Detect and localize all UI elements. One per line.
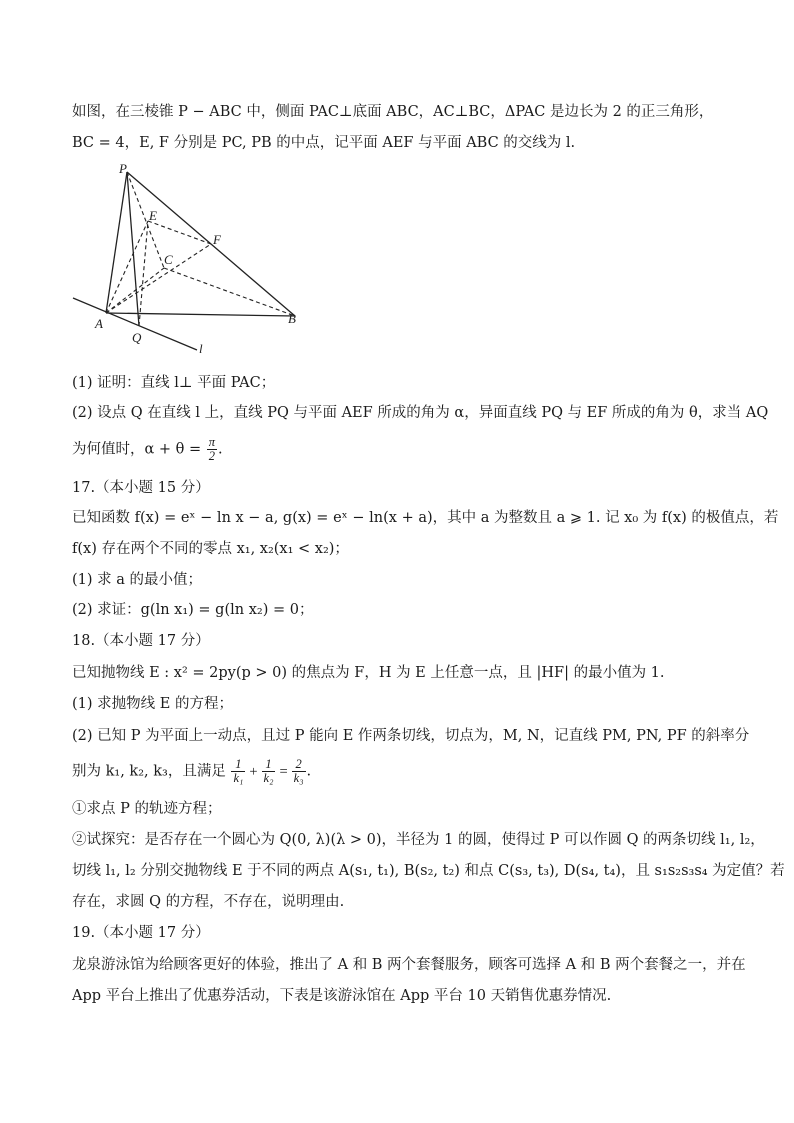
problem18-sub1: ①求点 P 的轨迹方程； [72, 801, 222, 817]
problem19-line2: App 平台上推出了优惠券活动，下表是该游泳馆在 App 平台 10 天销售优惠券情况. [72, 988, 612, 1004]
frac-denominator: k₃ [293, 771, 304, 785]
problem17-header: 17.（本小题 15 分） [72, 480, 210, 496]
problem16-line1: 如图，在三棱锥 P − ABC 中，侧面 PAC⊥底面 ABC，AC⊥BC，ΔPAC 是边长为 2 的正三角形， [72, 104, 714, 120]
problem17-part2: (2) 求证：g(ln x₁) = g(ln x₂) = 0； [72, 602, 314, 618]
fraction-1-over-k1 [231, 758, 245, 785]
frac-denominator: k₁ [233, 771, 244, 785]
problem17-part1: (1) 求 a 的最小值； [72, 572, 203, 588]
problem16-part2-line2-post: . [218, 441, 223, 458]
edge-PA [106, 172, 127, 313]
segment-EF-dashed [148, 221, 211, 244]
label-Q: Q [132, 330, 142, 345]
label-l: l [199, 341, 203, 356]
fraction-1-over-k2 [262, 758, 276, 785]
edge-CB-dashed [164, 268, 295, 316]
problem16-part2-line2 [72, 436, 722, 463]
problem18-part2-line2 [72, 758, 722, 785]
problem19-header: 19.（本小题 17 分） [72, 925, 210, 941]
label-E: E [149, 208, 157, 223]
problem18-line1: 已知抛物线 E : x² = 2py(p > 0) 的焦点为 F，H 为 E 上任意一点，且 |HF| 的最小值为 1. [72, 665, 665, 681]
pyramid-figure [70, 160, 310, 360]
problem19-line1: 龙泉游泳馆为给顾客更好的体验，推出了 A 和 B 两个套餐服务，顾客可选择 A 和 B 两个套餐之一，并在 [72, 957, 746, 973]
edge-AB [106, 313, 295, 316]
frac-numerator: 2 [292, 758, 306, 772]
problem18-sub2-line2: 切线 l₁, l₂ 分别交抛物线 E 于不同的两点 A(s₁, t₁), B(s₂, t₂) 和点 C(s₃, t₃), D(s₄, t₄)，且 s₁s₂s₃s₄ 为定值？若 [72, 863, 785, 879]
problem17-line2: f(x) 存在两个不同的零点 x₁, x₂(x₁ < x₂)； [72, 541, 349, 557]
problem18-sub2-line3: 存在，求圆 Q 的方程，不存在，说明理由. [72, 894, 345, 910]
problem18-part2-line1: (2) 已知 P 为平面上一动点，且过 P 能向 E 作两条切线，切点为，M, N，记直线 PM, PN, PF 的斜率分 [72, 728, 750, 744]
problem16-part1: (1) 证明：直线 l⊥ 平面 PAC； [72, 375, 276, 391]
equals-sign: = [279, 763, 288, 780]
problem18-part2-line2-pre: 别为 k₁, k₂, k₃，且满足 [72, 763, 226, 780]
frac-numerator: 1 [262, 758, 276, 772]
problem17-line1: 已知函数 f(x) = eˣ − ln x − a, g(x) = eˣ − ln(x + a)，其中 a 为整数且 a ⩾ 1. 记 x₀ 为 f(x) 的极值点，若 [72, 510, 779, 526]
frac-denominator: k₂ [263, 771, 274, 785]
problem16-line2: BC = 4，E, F 分别是 PC, PB 的中点，记平面 AEF 与平面 ABC 的交线为 l. [72, 135, 576, 151]
segment-QE-dashed [139, 221, 148, 326]
fraction-2-over-k3 [292, 758, 306, 785]
problem16-part2-line2-pre: 为何值时，α + θ = [72, 441, 202, 458]
frac-numerator: π [208, 435, 216, 449]
problem18-part1: (1) 求抛物线 E 的方程； [72, 696, 233, 712]
label-A: A [95, 316, 103, 331]
problem16-part2-line1: (2) 设点 Q 在直线 l 上，直线 PQ 与平面 AEF 所成的角为 α，异面直线 PQ 与 EF 所成的角为 θ，求当 AQ [72, 405, 769, 421]
label-B: B [288, 311, 296, 326]
label-P: P [119, 161, 127, 176]
label-F: F [213, 232, 221, 247]
edge-PB [127, 172, 295, 316]
segment-PQ [127, 172, 139, 326]
pi-over-two-fraction [207, 436, 217, 463]
label-C: C [164, 252, 173, 267]
problem18-header: 18.（本小题 17 分） [72, 633, 210, 649]
problem18-sub2-line1: ②试探究：是否存在一个圆心为 Q(0, λ)(λ > 0)，半径为 1 的圆，使得过 P 可以作圆 Q 的两条切线 l₁, l₂， [72, 832, 765, 848]
frac-numerator: 1 [231, 758, 245, 772]
problem18-part2-line2-post: . [306, 763, 312, 780]
plus-sign: + [249, 763, 258, 780]
frac-denominator: 2 [208, 449, 216, 463]
